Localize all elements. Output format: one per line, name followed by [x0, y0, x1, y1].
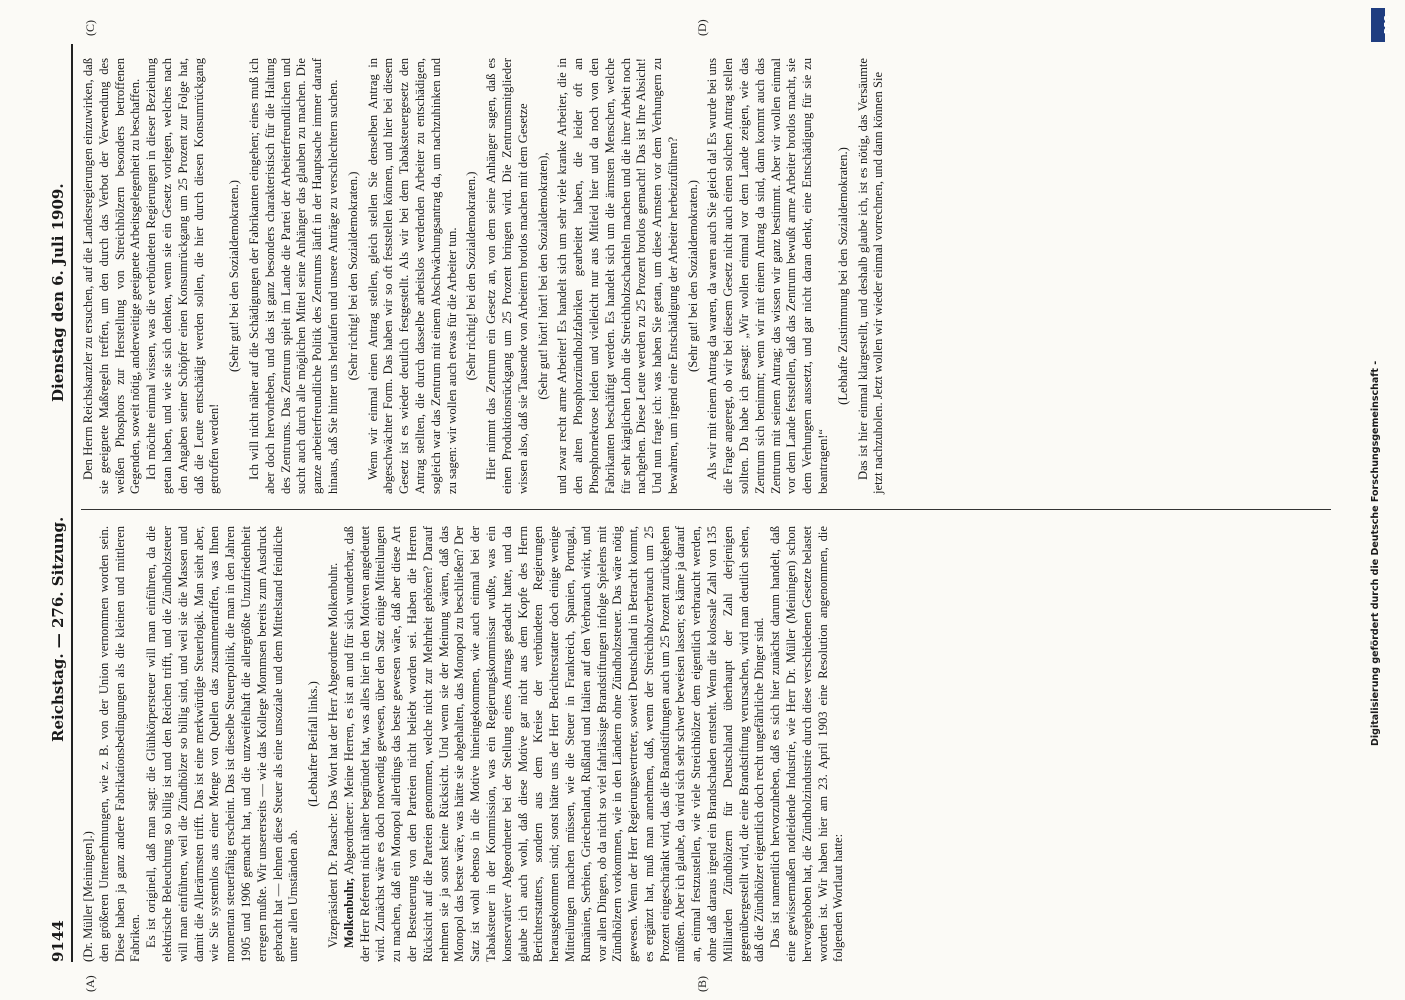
left-running-title: Reichstag. — 276. Sitzung. — [49, 516, 67, 742]
paragraph: Ich will nicht näher auf die Schädigungen der Fabrikanten eingehen; eines muß ich aber doch hervorheben, und das ist ganz besonders charakteristisch für die Haltung des Zentrums. Das Zentrum spielt im Lande die Partei der Arbeiterfreundlichen und sucht auch durch alle möglichen Mittel seine Anhänger das glauben zu machen. Die ganze arbeiterfreundliche Politik des Zentrums läuft in der Hauptsache immer darauf hinaus, daß Sie hinter uns herlaufen und unsere Anträge zu verschlechtern suchen. — [246, 58, 340, 494]
paragraph: den größeren Unternehmungen, wie z. B. von der Union vernommen worden sein. Diese haben ja ganz andere Fabrikationsbedingungen als die kleinen und mittleren Fabriken. — [96, 526, 143, 962]
margin-marker-d: (D) — [695, 19, 709, 36]
chair-announcement: Vizepräsident Dr. Paasche: Das Wort hat der Herr Abgeordnete Molkenbuhr. — [325, 562, 340, 948]
applause-note: (Sehr gut! hört! hört! bei den Sozialdemokraten), — [535, 152, 550, 400]
paragraph: Als wir mit einem Antrag da waren, da waren auch Sie gleich da! Es wurde bei uns die Frage angeregt, ob wir bei diesem Gesetz nicht auch einen solchen Antrag stellen sollten. Da habe ich gesagt: „Wir wollen einmal vor dem Lande zeigen, wie das Zentrum sich benimmt; wenn wir mit einem Antrag da sind, dann kommt auch das Zentrum mit seinem Antrag; das wissen wir ganz bestimmt. Aber wir wollen einmal vor dem Lande feststellen, daß das Zentrum bewußt arme Arbeiter brotlos macht, sie dem Verhungern aussetzt, und gar nicht daran denkt, eine Entschädigung für sie zu beantragen!“ — [705, 58, 831, 494]
left-column — [81, 526, 847, 962]
right-running-title: Dienstag den 6. Juli 1909. — [49, 183, 67, 402]
margin-marker-c: (C) — [83, 20, 97, 36]
paragraph: Das ist hier einmal klargestellt, und deshalb glaube ich, ist es nötig, das Versäumte jetzt nachzuholen. Jetzt wollen wir wieder einmal vorrechnen, und dann können Sie — [855, 58, 886, 494]
speaker-continuation: (Dr. Müller [Meiningen].) — [81, 831, 95, 962]
page-header — [45, 44, 71, 962]
page-content — [45, 19, 1335, 992]
paragraph: und zwar recht arme Arbeiter! Es handelt sich um sehr viele kranke Arbeiter, die in den alten Phosphorzündholzfabriken gearbeitet haben, die leider oft an Phosphornekrose leiden und vielleicht nur aus Mitleid hier und da noch von den Fabrikanten beschäftigt werden. Es handelt sich um die ärmsten Menschen, welche für sehr kärglichen Lohn die Streichholzschachteln machen und die ihrer Arbeit noch nachgehen. Diese Leute werden zu 25 Prozent brotlos gemacht! Das ist Ihre Absicht! Und nun frage ich: was haben Sie getan, um diese Armsten vor dem Verhungern zu bewahren, um irgend eine Entschädigung der Arbeiter herbeizuführen? — [555, 58, 680, 494]
paragraph: Hier nimmt das Zentrum ein Gesetz an, von dem seine Anhänger sagen, daß es einen Produktionsrückgang um 25 Prozent bringen wird. Die Zentrumsmitglieder wissen also, daß sie Tausende von Arbeitern brotlos machen mit dem Gesetze — [484, 58, 530, 494]
paragraph — [342, 526, 769, 962]
paragraph: Ich möchte einmal wissen, was die verbündeten Regierungen in dieser Beziehung getan haben, und wie sie sich denken, wenn sie ein Gesetz vorlegen, welches nach den Angaben seiner Schöpfer einen Konsumrückgang um 25 Prozent zur Folge hat, daß die Leute entschädigt werden sollen, die hier durch diesen Konsumrückgang getroffen werden! — [144, 58, 222, 494]
speaker-name: Molkenbuhr, — [341, 878, 356, 948]
resolution-quote: Den Herrn Reichskanzler zu ersuchen, auf die Landesregierungen einzuwirken, daß sie geeignete Maßregeln treffen, um den durch das Verbot der Verwendung des weißen Phosphors zur Herstellung von Streichhölzern besonders betroffenen Gegenden, soweit nötig, anderweitige geeignete Arbeitsgelegenheit zu beschaffen. — [81, 58, 143, 494]
dfg-logo: DFG — [1371, 8, 1385, 42]
page-number: 9144 — [49, 920, 67, 962]
paragraph: Wenn wir einmal einen Antrag stellen, gleich stellen Sie denselben Antrag in abgeschwächter Form. Das haben wir so oft feststellen können, und hier bei diesem Gesetz ist es wieder deutlich festgestellt. Als wir bei dem Tabaksteuergesetz den Antrag stellten, die durch dasselbe arbeitslos werdenden Arbeiter zu entschädigen, sogleich war das Zentrum mit einem Abschwächungsantrag da, um nachzuhinken und zu sagen: wir wollen auch etwas für die Arbeiter tun. — [365, 58, 459, 494]
column-divider — [81, 509, 1331, 510]
margin-marker-a: (A) — [83, 975, 97, 992]
margin-marker-b: (B) — [695, 976, 709, 992]
applause-note: (Sehr gut! bei den Sozialdemokraten.) — [227, 180, 242, 372]
right-column — [81, 58, 887, 494]
paragraph: Es ist originell, daß man sagt: die Glühkörpersteuer will man einführen, da die elektrische Beleuchtung so billig ist und den Reichen trifft, und die Zündholzsteuer will man einführen, weil die Zündhölzer so billig sind, und weil sie die Massen und damit die Allerärmsten trifft. Das ist eine merkwürdige Steuerlogik. Man sieht aber, wie Sie systemlos aus einer Menge von Quellen das zusammenraffen, was Ihnen momentan steuerfähig erscheint. Das ist dieselbe Steuerpolitik, die man in den Jahren 1905 und 1906 gemacht hat, und die unzweifelhaft die allergrößte Unzufriedenheit erregen mußte. Wir unsererseits — wie das Kollege Mommsen bereits zum Ausdruck gebracht hat — lehnen diese Steuer als eine unsoziale und dem Mittelstand feindliche unter allen Umständen ab. — [144, 526, 301, 962]
paragraph: Das ist namentlich hervorzuheben, daß es sich hier zunächst darum handelt, daß eine gewissermaßen notleidende Industrie, wie Herr Dr. Müller (Meiningen) schon hervorgehoben hat, die Zündholzindustrie durch diese verschiedenen Gesetze belastet worden ist. Wir haben hier am 23. April 1903 eine Resolution angenommen, die folgenden Wortlaut hatte: — [768, 526, 846, 962]
header-rule — [71, 44, 73, 962]
applause-note: (Sehr gut! bei den Sozialdemokraten.) — [685, 180, 700, 372]
applause-note: (Sehr richtig! bei den Sozialdemokraten.) — [464, 171, 479, 381]
speech-text: Abgeordneter: Meine Herren, es ist an und für sich wunderbar, daß der Herr Referent nicht näher begründet hat, was alles hier in den Motiven angedeutet wird. Zunächst wäre es doch notwendig gewesen, über den Satz einige Mitteilungen zu machen, daß ein Monopol allerdings das beste gewesen wäre, daß aber diese Art der Besteuerung von den Parteien nicht beliebt worden sei. Haben die Herren Rücksicht auf die Parteien genommen, welche nicht zur Mehrheit gehören? Darauf nehmen sie ja sonst keine Rücksicht. Und wenn sie der Meinung wären, daß das Monopol das beste wäre, was hätte sie abgehalten, das Monopol zu beschließen? Der Satz ist wohl ebenso in die Motive hineingekommen, wie auch einmal bei der Tabaksteuer in der Kommission, was ein Regierungskommissar wußte, was ein konservativer Abgeordneter bei der Stellung eines Antrags gedacht hatte, und da glaube ich auch wohl, daß diese Motive gar nicht aus dem Kopfe des Herrn Berichterstatters, sondern aus dem Kreise der verbündeten Regierungen herausgekommen sind; sonst hätte uns der Herr Berichterstatter doch einige wenige Mitteilungen machen müssen, wie die Steuer in Frankreich, Spanien, Portugal, Rumänien, Serbien, Griechenland, Rußland und Italien auf den Verbrauch wirkt, und vor allen Dingen, ob da nicht so viel fahrlässige Brandstiftungen infolge Spielens mit Zündhölzern vorkommen, wie in den Ländern ohne Zündholzsteuer. Das wäre nötig gewesen. Wenn der Herr Regierungsvertreter, soweit Deutschland in Betracht kommt, es ergänzt hat, muß man annehmen, daß, wenn der Streichholzverbrauch um 25 Prozent eingeschränkt wird, das die Brandstiftungen auch um 25 Prozent zurückgehen müßten. Aber ich glaube, da wird sich sehr schwer beweisen lassen; es käme ja darauf an, einmal festzustellen, wie viele Streichhölzer dem eigentlich verbraucht werden, ohne daß daraus irgend ein Brandschaden entsteht. Wenn die kolossale Zahl von 135 Milliarden Zündhölzern für Deutschland überhaupt der Zahl derjenigen gegenübergestellt wird, die eine Brandstiftung verursachen, wird man deutlich sehen, daß die Zündhölzer eigentlich doch recht ungefährliche Dinger sind. — [341, 526, 767, 962]
applause-note: (Sehr richtig! bei den Sozialdemokraten.) — [345, 171, 360, 381]
applause-note: (Lebhafter Beifall links.) — [306, 681, 321, 807]
dfg-funding-notice: Digitalisierung gefördert durch die Deutsche Forschungsgemeinschaft - — [1370, 360, 1381, 746]
applause-note: (Lebhafte Zustimmung bei den Sozialdemokraten.) — [835, 147, 850, 405]
